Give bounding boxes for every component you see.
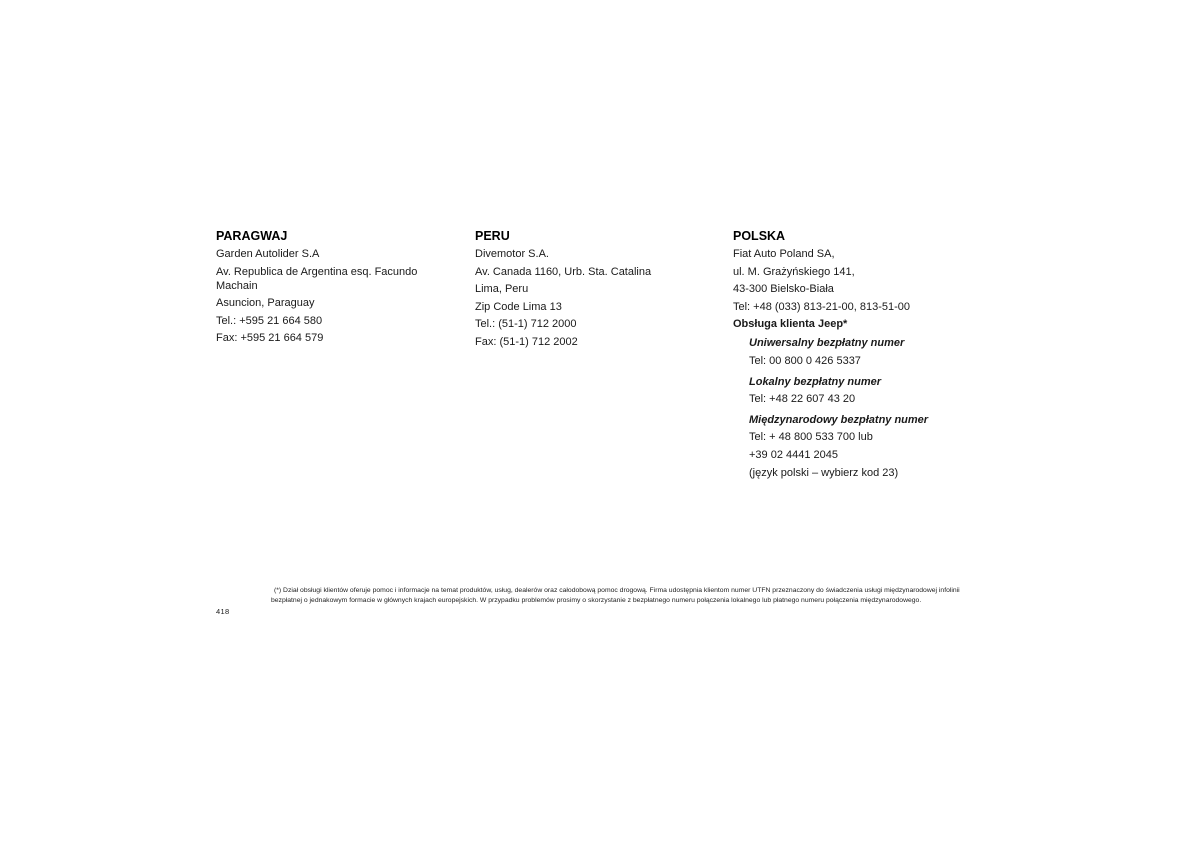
country-heading: PERU — [475, 229, 510, 243]
telephone: Tel: +48 (033) 813-21-00, 813-51-00 — [733, 300, 911, 313]
contact-block-peru — [475, 229, 700, 353]
fax: Fax: (51-1) 712 2002 — [475, 335, 578, 348]
universal-number-title: Uniwersalny bezpłatny numer — [749, 337, 905, 350]
country-heading: PARAGWAJ — [216, 229, 288, 243]
country-heading: POLSKA — [733, 229, 786, 243]
contact-block-polska — [733, 229, 973, 483]
language-code-note: (język polski – wybierz kod 23) — [749, 466, 899, 479]
international-number-tel-2: +39 02 4441 2045 — [749, 448, 839, 461]
customer-service-numbers — [733, 336, 973, 479]
fax: Fax: +595 21 664 579 — [216, 332, 324, 345]
contact-block-paragwaj — [216, 229, 441, 349]
street-address: Av. Republica de Argentina esq. Facundo Machain — [216, 265, 418, 292]
telephone: Tel.: +595 21 664 580 — [216, 314, 323, 327]
street-address: Av. Canada 1160, Urb. Sta. Catalina — [475, 265, 652, 278]
city-address: Lima, Peru — [475, 283, 529, 296]
street-address: ul. M. Grażyńskiego 141, — [733, 265, 855, 278]
zip-code: Zip Code Lima 13 — [475, 300, 562, 313]
city-address: Asuncion, Paraguay — [216, 297, 315, 310]
footnote: (*) Dział obsługi klientów oferuje pomoc i informacje na temat produktów, usług, dealerów oraz całodobową pomoc drogową. Firma udostępnia klientom numer UTFN przeznaczony do świadczenia usługi międzynarodowej infolinii bezpłatnej o jednakowym formacie w głównych krajach europejskich. W przypadku problemów prosimy o skorzystanie z bezpłatnego numeru połączenia lokalnego lub płatnego numeru połączenia międzynarodowego. — [271, 587, 960, 604]
international-number-title: Międzynarodowy bezpłatny numer — [749, 413, 929, 426]
city-address: 43-300 Bielsko-Biała — [733, 283, 834, 296]
company-name: Divemotor S.A. — [475, 248, 549, 260]
local-number-tel: Tel: +48 22 607 43 20 — [749, 393, 856, 406]
customer-service-title: Obsługa klienta Jeep* — [733, 318, 848, 331]
telephone: Tel.: (51-1) 712 2000 — [475, 318, 577, 331]
company-name: Garden Autolider S.A — [216, 248, 320, 260]
page-number: 418 — [216, 607, 230, 616]
local-number-title: Lokalny bezpłatny numer — [749, 375, 882, 388]
universal-number-tel: Tel: 00 800 0 426 5337 — [749, 354, 861, 367]
international-number-tel-1: Tel: + 48 800 533 700 lub — [749, 431, 873, 444]
company-name: Fiat Auto Poland SA, — [733, 248, 835, 260]
